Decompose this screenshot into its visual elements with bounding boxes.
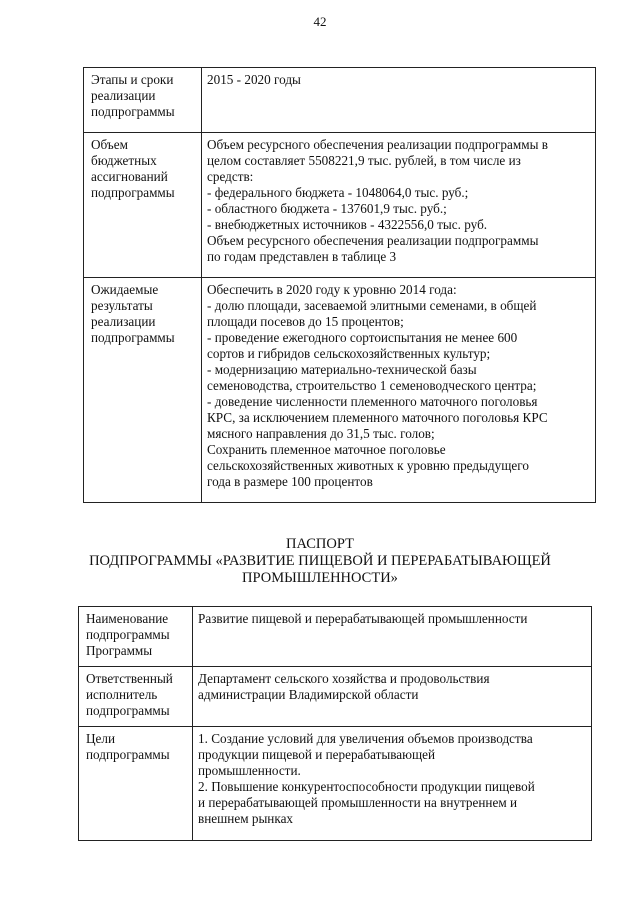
passport-table <box>78 606 592 841</box>
page-number: 42 <box>313 14 327 29</box>
table-row <box>79 727 592 841</box>
text-line: ассигнований <box>91 169 168 184</box>
text-line: подпрограммы <box>86 703 170 718</box>
text-line: Наименование <box>86 611 169 626</box>
text-line: - доведение численности племенного маточного поголовья <box>207 394 538 409</box>
table-row <box>79 607 592 667</box>
text-line: сельскохозяйственных животных к уровню предыдущего <box>207 458 529 473</box>
text-line: Объем ресурсного обеспечения реализации подпрограммы в <box>207 137 548 152</box>
text-line: Программы <box>86 643 153 658</box>
text-line: подпрограммы <box>91 104 175 119</box>
text-line: средств: <box>207 169 254 184</box>
name-label <box>79 607 193 667</box>
text-line: - внебюджетных источников - 4322556,0 тыс. руб. <box>207 217 488 232</box>
text-line: Ожидаемые <box>91 282 159 297</box>
passport-title: ПАСПОРТ <box>286 536 354 552</box>
text-line: 2. Повышение конкурентоспособности продукции пищевой <box>198 779 535 794</box>
budget-label <box>84 133 202 278</box>
text-line: исполнитель <box>86 687 158 702</box>
expected-results-label <box>84 278 202 503</box>
text-line: результаты <box>91 298 153 313</box>
table-row <box>84 133 596 278</box>
expected-results-value <box>202 278 596 503</box>
text-line: промышленности. <box>198 763 301 778</box>
stages-value <box>202 68 596 133</box>
text-line: Ответственный <box>86 671 173 686</box>
budget-value <box>202 133 596 278</box>
text-line: мясного направления до 31,5 тыс. голов; <box>207 426 435 441</box>
table-row <box>84 278 596 503</box>
text-line: Развитие пищевой и перерабатывающей промышленности <box>198 611 528 626</box>
passport-subtitle-line-2: ПРОМЫШЛЕННОСТИ» <box>242 570 398 586</box>
text-line: по годам представлен в таблице 3 <box>207 249 397 264</box>
text-line: 1. Создание условий для увеличения объемов производства <box>198 731 533 746</box>
name-value <box>193 607 592 667</box>
text-line: года в размере 100 процентов <box>207 474 373 489</box>
text-line: Цели <box>86 731 116 746</box>
text-line: целом составляет 5508221,9 тыс. рублей, в том числе из <box>207 153 521 168</box>
stages-label <box>84 68 202 133</box>
text-line: КРС, за исключением племенного маточного поголовья КРС <box>207 410 548 425</box>
text-line: Департамент сельского хозяйства и продовольствия <box>198 671 490 686</box>
passport-subtitle-line-1: ПОДПРОГРАММЫ «РАЗВИТИЕ ПИЩЕВОЙ И ПЕРЕРАБАТЫВАЮЩЕЙ <box>89 553 551 569</box>
text-line: внешнем рынках <box>198 811 294 826</box>
text-line: бюджетных <box>91 153 157 168</box>
text-line: и перерабатывающей промышленности на внутреннем и <box>198 795 518 810</box>
goals-label <box>79 727 193 841</box>
text-line: 2015 - 2020 годы <box>207 72 301 87</box>
text-line: продукции пищевой и перерабатывающей <box>198 747 436 762</box>
text-line: - модернизацию материально-технической базы <box>207 362 477 377</box>
text-line: подпрограммы <box>91 185 175 200</box>
text-line: реализации <box>91 88 156 103</box>
text-line: Обеспечить в 2020 году к уровню 2014 года: <box>207 282 457 297</box>
text-line: - долю площади, засеваемой элитными семенами, в общей <box>207 298 537 313</box>
text-line: площади посевов до 15 процентов; <box>207 314 404 329</box>
text-line: администрации Владимирской области <box>198 687 419 702</box>
executor-value <box>193 667 592 727</box>
table-row <box>79 667 592 727</box>
text-line: - проведение ежегодного сортоиспытания не менее 600 <box>207 330 518 345</box>
executor-label <box>79 667 193 727</box>
text-line: Объем ресурсного обеспечения реализации подпрограммы <box>207 233 539 248</box>
text-line: Сохранить племенное маточное поголовье <box>207 442 446 457</box>
text-line: Объем <box>91 137 128 152</box>
table-row <box>84 68 596 133</box>
text-line: семеноводства, строительство 1 семеноводческого центра; <box>207 378 537 393</box>
text-line: подпрограммы <box>86 627 170 642</box>
text-line: - областного бюджета - 137601,9 тыс. руб.; <box>207 201 447 216</box>
subprogram-details-table <box>83 67 596 503</box>
passport-heading <box>0 536 640 587</box>
text-line: подпрограммы <box>91 330 175 345</box>
text-line: реализации <box>91 314 156 329</box>
text-line: подпрограммы <box>86 747 170 762</box>
text-line: сортов и гибридов сельскохозяйственных культур; <box>207 346 491 361</box>
text-line: Этапы и сроки <box>91 72 174 87</box>
text-line: - федерального бюджета - 1048064,0 тыс. руб.; <box>207 185 469 200</box>
goals-value <box>193 727 592 841</box>
